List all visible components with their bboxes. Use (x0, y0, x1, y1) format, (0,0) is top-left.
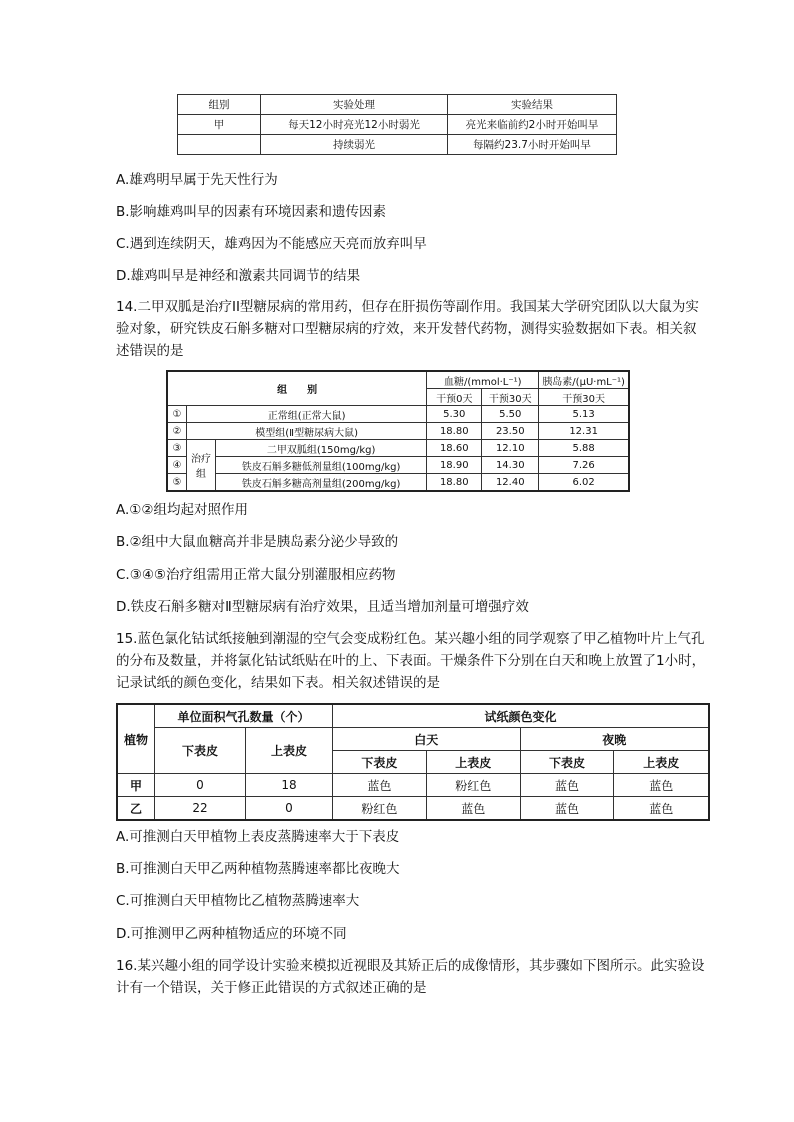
table-cell: 甲 (178, 115, 261, 135)
table-stomata (116, 703, 710, 821)
table-row (167, 474, 629, 492)
table-row (167, 440, 629, 457)
table-row (117, 774, 709, 797)
table-cell: 粉红色 (426, 774, 520, 797)
table-cell: 乙 (117, 797, 155, 821)
table-cell: 二甲双胍组(150mg/kg) (216, 440, 427, 457)
table-cell: 铁皮石斛多糖高剂量组(200mg/kg) (216, 474, 427, 492)
table-row (167, 457, 629, 474)
table-header: 单位面积气孔数量（个） (155, 704, 333, 728)
table-cell: 蓝色 (614, 774, 709, 797)
table-header: 血糖/(mmol·L⁻¹) (427, 371, 539, 389)
table-diabetes (166, 370, 630, 492)
table-row (178, 115, 617, 135)
table-header: 植物 (117, 704, 155, 774)
table-header-row (178, 95, 617, 115)
q13-option-a: A.雄鸡明早属于先天性行为 (116, 172, 278, 188)
table-header: 上表皮 (614, 751, 709, 774)
table-header: 下表皮 (155, 728, 246, 774)
table-cell: ④ (167, 457, 187, 474)
table-cell: 18 (246, 774, 333, 797)
q14-option-c: C.③④⑤治疗组需用正常大鼠分别灌服相应药物 (116, 567, 396, 583)
table-header: 上表皮 (426, 751, 520, 774)
table-cell: 7.26 (539, 457, 629, 474)
table-header: 白天 (333, 728, 521, 751)
table-cell: 粉红色 (333, 797, 427, 821)
table-cell: 模型组(Ⅱ型糖尿病大鼠) (187, 423, 427, 440)
table-row (178, 135, 617, 155)
q14-stem: 14.二甲双胍是治疗II型糖尿病的常用药，但存在肝损伤等副作用。我国某大学研究团队以大鼠为实验对象，研究铁皮石斛多糖对口型糖尿病的疗效，来开发替代药物，测得实验数据如下表。相关叙述错误的是 (116, 299, 699, 359)
table-cell: 5.50 (482, 406, 539, 423)
table-cell: 正常组(正常大鼠) (187, 406, 427, 423)
q15-option-c: C.可推测白天甲植物比乙植物蒸腾速率大 (116, 893, 360, 909)
table-row (117, 797, 709, 821)
q15-option-a: A.可推测白天甲植物上表皮蒸腾速率大于下表皮 (116, 829, 400, 845)
table-header: 夜晚 (520, 728, 709, 751)
table-cell: 18.80 (427, 423, 482, 440)
table-cell: 5.13 (539, 406, 629, 423)
table-header: 下表皮 (333, 751, 427, 774)
table-header: 下表皮 (520, 751, 614, 774)
table-cell: 23.50 (482, 423, 539, 440)
table-cell: 18.80 (427, 474, 482, 492)
table-row (167, 406, 629, 423)
table-cell: 每天12小时亮光12小时弱光 (261, 115, 448, 135)
table-cell: 持续弱光 (261, 135, 448, 155)
q15-stem: 15.蓝色氯化钴试纸接触到潮湿的空气会变成粉红色。某兴趣小组的同学观察了甲乙植物叶片上气孔的分布及数量，并将氯化钴试纸贴在叶的上、下表面。干燥条件下分别在白天和晚上放置了1小时，记录试纸的颜色变化，结果如下表。相关叙述错误的是 (116, 631, 706, 691)
table-cell: 0 (246, 797, 333, 821)
table-cell: 22 (155, 797, 246, 821)
table-cell: 12.31 (539, 423, 629, 440)
table-header: 实验处理 (261, 95, 448, 115)
table-cell: 5.88 (539, 440, 629, 457)
table-row (167, 423, 629, 440)
table-cell: ⑤ (167, 474, 187, 492)
table-cell: 甲 (117, 774, 155, 797)
table-cell: ③ (167, 440, 187, 457)
table-header: 干预0天 (427, 389, 482, 406)
q13-option-b: B.影响雄鸡叫早的因素有环境因素和遗传因素 (116, 204, 387, 220)
table-cell: ② (167, 423, 187, 440)
table-header: 胰岛素/(μU·mL⁻¹) (539, 371, 629, 389)
table-header: 组别 (178, 95, 261, 115)
table-cell: 蓝色 (520, 774, 614, 797)
table-header: 试纸颜色变化 (333, 704, 710, 728)
q15-option-b: B.可推测白天甲乙两种植物蒸腾速率都比夜晚大 (116, 861, 400, 877)
table-cell: 每隔约23.7小时开始叫早 (448, 135, 617, 155)
table-cell: ① (167, 406, 187, 423)
table-cell: 0 (155, 774, 246, 797)
table-cell: 18.90 (427, 457, 482, 474)
q15-option-d: D.可推测甲乙两种植物适应的环境不同 (116, 926, 347, 942)
table-cell: 蓝色 (426, 797, 520, 821)
table-cell: 蓝色 (614, 797, 709, 821)
table-cell: 12.10 (482, 440, 539, 457)
table-cell: 蓝色 (520, 797, 614, 821)
table-header: 组 别 (167, 371, 427, 406)
table-cell: 6.02 (539, 474, 629, 492)
table-header: 干预30天 (539, 389, 629, 406)
q14-option-a: A.①②组均起对照作用 (116, 502, 248, 518)
table-cell: 亮光来临前约2小时开始叫早 (448, 115, 617, 135)
q14-option-d: D.铁皮石斛多糖对Ⅱ型糖尿病有治疗效果，且适当增加剂量可增强疗效 (116, 599, 529, 615)
table-rooster (177, 94, 617, 155)
table-header: 上表皮 (246, 728, 333, 774)
table-cell: 铁皮石斛多糖低剂量组(100mg/kg) (216, 457, 427, 474)
table-header: 干预30天 (482, 389, 539, 406)
q13-option-d: D.雄鸡叫早是神经和激素共同调节的结果 (116, 268, 361, 284)
q13-option-c: C.遇到连续阴天，雄鸡因为不能感应天亮而放弃叫早 (116, 236, 427, 252)
table-cell: 12.40 (482, 474, 539, 492)
treatment-group-label: 治疗组 (187, 440, 216, 492)
table-cell (178, 135, 261, 155)
table-cell: 18.60 (427, 440, 482, 457)
table-header: 实验结果 (448, 95, 617, 115)
q16-stem: 16.某兴趣小组的同学设计实验来模拟近视眼及其矫正后的成像情形，其步骤如下图所示。此实验设计有一个错误，关于修正此错误的方式叙述正确的是 (116, 958, 705, 996)
table-cell: 5.30 (427, 406, 482, 423)
table-cell: 蓝色 (333, 774, 427, 797)
table-cell: 14.30 (482, 457, 539, 474)
q14-option-b: B.②组中大鼠血糖高并非是胰岛素分泌少导致的 (116, 534, 399, 550)
